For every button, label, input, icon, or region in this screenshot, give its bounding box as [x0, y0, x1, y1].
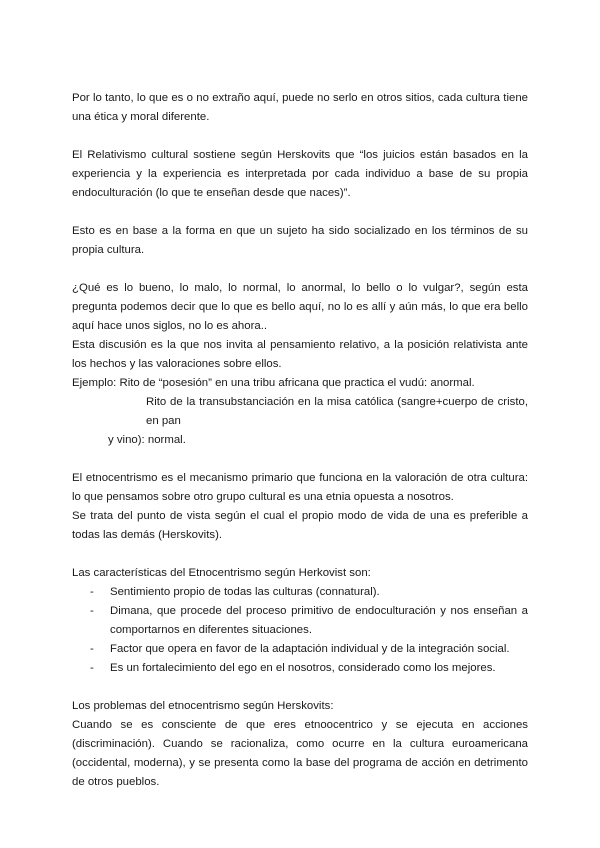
paragraph-relative-thinking: Esta discusión es la que nos invita al pensamiento relativo, a la posición relativista ante los hechos y las valoraciones sobre ellos.: [72, 339, 528, 370]
paragraph-cultural-relativism: El Relativismo cultural sostiene según Herskovits que “los juicios están basados en la experiencia y la experiencia es interpretada por cada individuo a base de su propia endoculturación (lo que te enseñan desde que naces)”.: [72, 149, 528, 199]
list-item: [72, 640, 528, 659]
example-line-normal: y vino): normal.: [108, 434, 186, 446]
list-intro: Las características del Etnocentrismo según Herkovist son:: [72, 567, 371, 579]
example-line-possession: Ejemplo: Rito de “posesión” en una tribu africana que practica el vudú: anormal.: [72, 377, 475, 389]
paragraph-beauty-question: ¿Qué es lo bueno, lo malo, lo normal, lo anormal, lo bello o lo vulgar?, según esta pregunta podemos decir que lo que es bello aquí, no lo es allí y aún más, lo que era bello aquí hace unos siglos, no lo es ahora..: [72, 282, 528, 332]
list-item-text: Sentimiento propio de todas las culturas (connatural).: [110, 586, 380, 598]
list-item: [72, 583, 528, 602]
paragraph-ethnocentrism-definition: El etnocentrismo es el mecanismo primario que funciona en la valoración de otra cultura: lo que pensamos sobre otro grupo cultural es una etnia opuesta a nosotros.: [72, 472, 528, 503]
paragraph-ethnocentrism-viewpoint: Se trata del punto de vista según el cual el propio modo de vida de una es preferible a todas las demás (Herskovits).: [72, 510, 528, 541]
example-line-transubstantiation: Rito de la transubstanciación en la misa católica (sangre+cuerpo de cristo, en pan: [146, 396, 528, 427]
dash-bullet: -: [90, 643, 94, 655]
dash-bullet: -: [90, 662, 94, 674]
list-item-text: Dimana, que procede del proceso primitivo de endoculturación y nos enseñan a comportarnos en diferentes situaciones.: [110, 605, 528, 636]
characteristics-list: [72, 583, 528, 678]
problems-title: Los problemas del etnocentrismo según Herskovits:: [72, 700, 334, 712]
paragraph-problems: Cuando se es consciente de que eres etnoocentrico y se ejecuta en acciones (discriminación). Cuando se racionaliza, como ocurre en la cultura euroamericana (occidental, moderna), y se presenta como la base del programa de acción en detrimento de otros pueblos.: [72, 719, 528, 788]
document-body: [72, 89, 528, 792]
list-item-text: Es un fortalecimiento del ego en el nosotros, considerado como los mejores.: [110, 662, 496, 674]
dash-bullet: -: [90, 605, 94, 617]
dash-bullet: -: [90, 586, 94, 598]
paragraph-culture-ethics: Por lo tanto, lo que es o no extraño aquí, puede no serlo en otros sitios, cada cultura tiene una ética y moral diferente.: [72, 92, 528, 123]
list-item: [72, 602, 528, 640]
paragraph-socialization: Esto es en base a la forma en que un sujeto ha sido socializado en los términos de su propia cultura.: [72, 225, 528, 256]
list-item: [72, 659, 528, 678]
list-item-text: Factor que opera en favor de la adaptación individual y de la integración social.: [110, 643, 510, 655]
